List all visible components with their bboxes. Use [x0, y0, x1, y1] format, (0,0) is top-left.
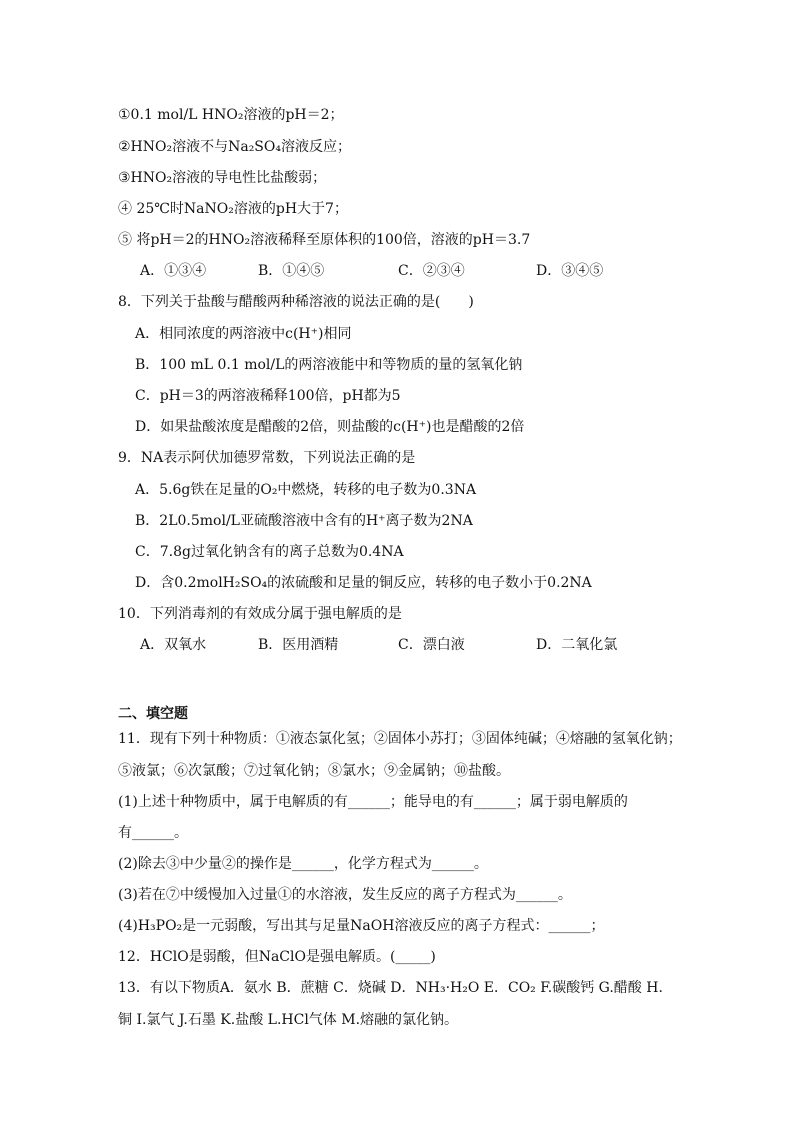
statement-4: ④ 25℃时NaNO₂溶液的pH大于7； — [118, 201, 348, 217]
q7-option-c: C．②③④ — [398, 263, 465, 279]
q8-option-c: C．pH＝3的两溶液稀释100倍，pH都为5 — [135, 388, 401, 404]
q7-option-b: B．①④⑤ — [258, 263, 325, 279]
q11-line-1: 11．现有下列十种物质：①液态氯化氢；②固体小苏打；③固体纯碱；④熔融的氢氧化钠； — [118, 731, 682, 747]
q10-option-a: A．双氧水 — [140, 637, 207, 653]
q9-option-b: B．2L0.5mol/L亚硫酸溶液中含有的H⁺离子数为2NA — [135, 513, 473, 529]
q11-line-2: ⑤液氯；⑥次氯酸；⑦过氧化钠；⑧氯水；⑨金属钠；⑩盐酸。 — [118, 763, 510, 779]
q10-stem: 10．下列消毒剂的有效成分属于强电解质的是 — [118, 606, 402, 622]
q8-stem: 8．下列关于盐酸与醋酸两种稀溶液的说法正确的是( ) — [118, 294, 474, 310]
section-title: 二、填空题 — [118, 706, 188, 722]
statement-5: ⑤ 将pH＝2的HNO₂溶液稀释至原体积的100倍，溶液的pH＝3.7 — [118, 232, 531, 248]
q9-stem: 9．NA表示阿伏加德罗常数，下列说法正确的是 — [118, 450, 416, 466]
q11-part-2: (2)除去③中少量②的操作是______，化学方程式为______。 — [118, 856, 488, 872]
q8-option-a: A．相同浓度的两溶液中c(H⁺)相同 — [135, 326, 352, 342]
q12: 12．HClO是弱酸，但NaClO是强电解质。(_____) — [118, 949, 436, 965]
q9-option-a: A．5.6g铁在足量的O₂中燃烧，转移的电子数为0.3NA — [135, 482, 477, 498]
q9-option-c: C．7.8g过氧化钠含有的离子总数为0.4NA — [135, 544, 404, 560]
statement-1: ①0.1 mol/L HNO₂溶液的pH＝2； — [118, 107, 344, 123]
q11-part-3: (3)若在⑦中缓慢加入过量①的水溶液，发生反应的离子方程式为______。 — [118, 887, 572, 903]
q9-option-d: D．含0.2molH₂SO₄的浓硫酸和足量的铜反应，转移的电子数小于0.2NA — [135, 575, 592, 591]
statement-3: ③HNO₂溶液的导电性比盐酸弱； — [118, 170, 327, 186]
q8-option-b: B．100 mL 0.1 mol/L的两溶液能中和等物质的量的氢氧化钠 — [135, 357, 523, 373]
q11-part-1a: (1)上述十种物质中，属于电解质的有______；能导电的有______；属于弱电解质的 — [118, 794, 628, 810]
q13-line-1: 13．有以下物质A．氨水 B．蔗糖 C．烧碱 D．NH₃·H₂O E．CO₂ F.碳酸钙 G.醋酸 H. — [118, 980, 663, 996]
q8-option-d: D．如果盐酸浓度是醋酸的2倍，则盐酸的c(H⁺)也是醋酸的2倍 — [135, 419, 525, 435]
q11-part-1b: 有______。 — [118, 825, 188, 841]
q7-option-a: A．①③④ — [140, 263, 207, 279]
q11-part-4: (4)H₃PO₂是一元弱酸，写出其与足量NaOH溶液反应的离子方程式：______； — [118, 918, 605, 934]
q13-line-2: 铜 I.氯气 J.石墨 K.盐酸 L.HCl气体 M.熔融的氯化钠。 — [118, 1012, 459, 1028]
q7-option-d: D．③④⑤ — [536, 263, 604, 279]
q10-option-b: B．医用酒精 — [258, 637, 339, 653]
q10-option-c: C．漂白液 — [398, 637, 465, 653]
q10-option-d: D．二氧化氯 — [536, 637, 618, 653]
statement-2: ②HNO₂溶液不与Na₂SO₄溶液反应； — [118, 139, 351, 155]
